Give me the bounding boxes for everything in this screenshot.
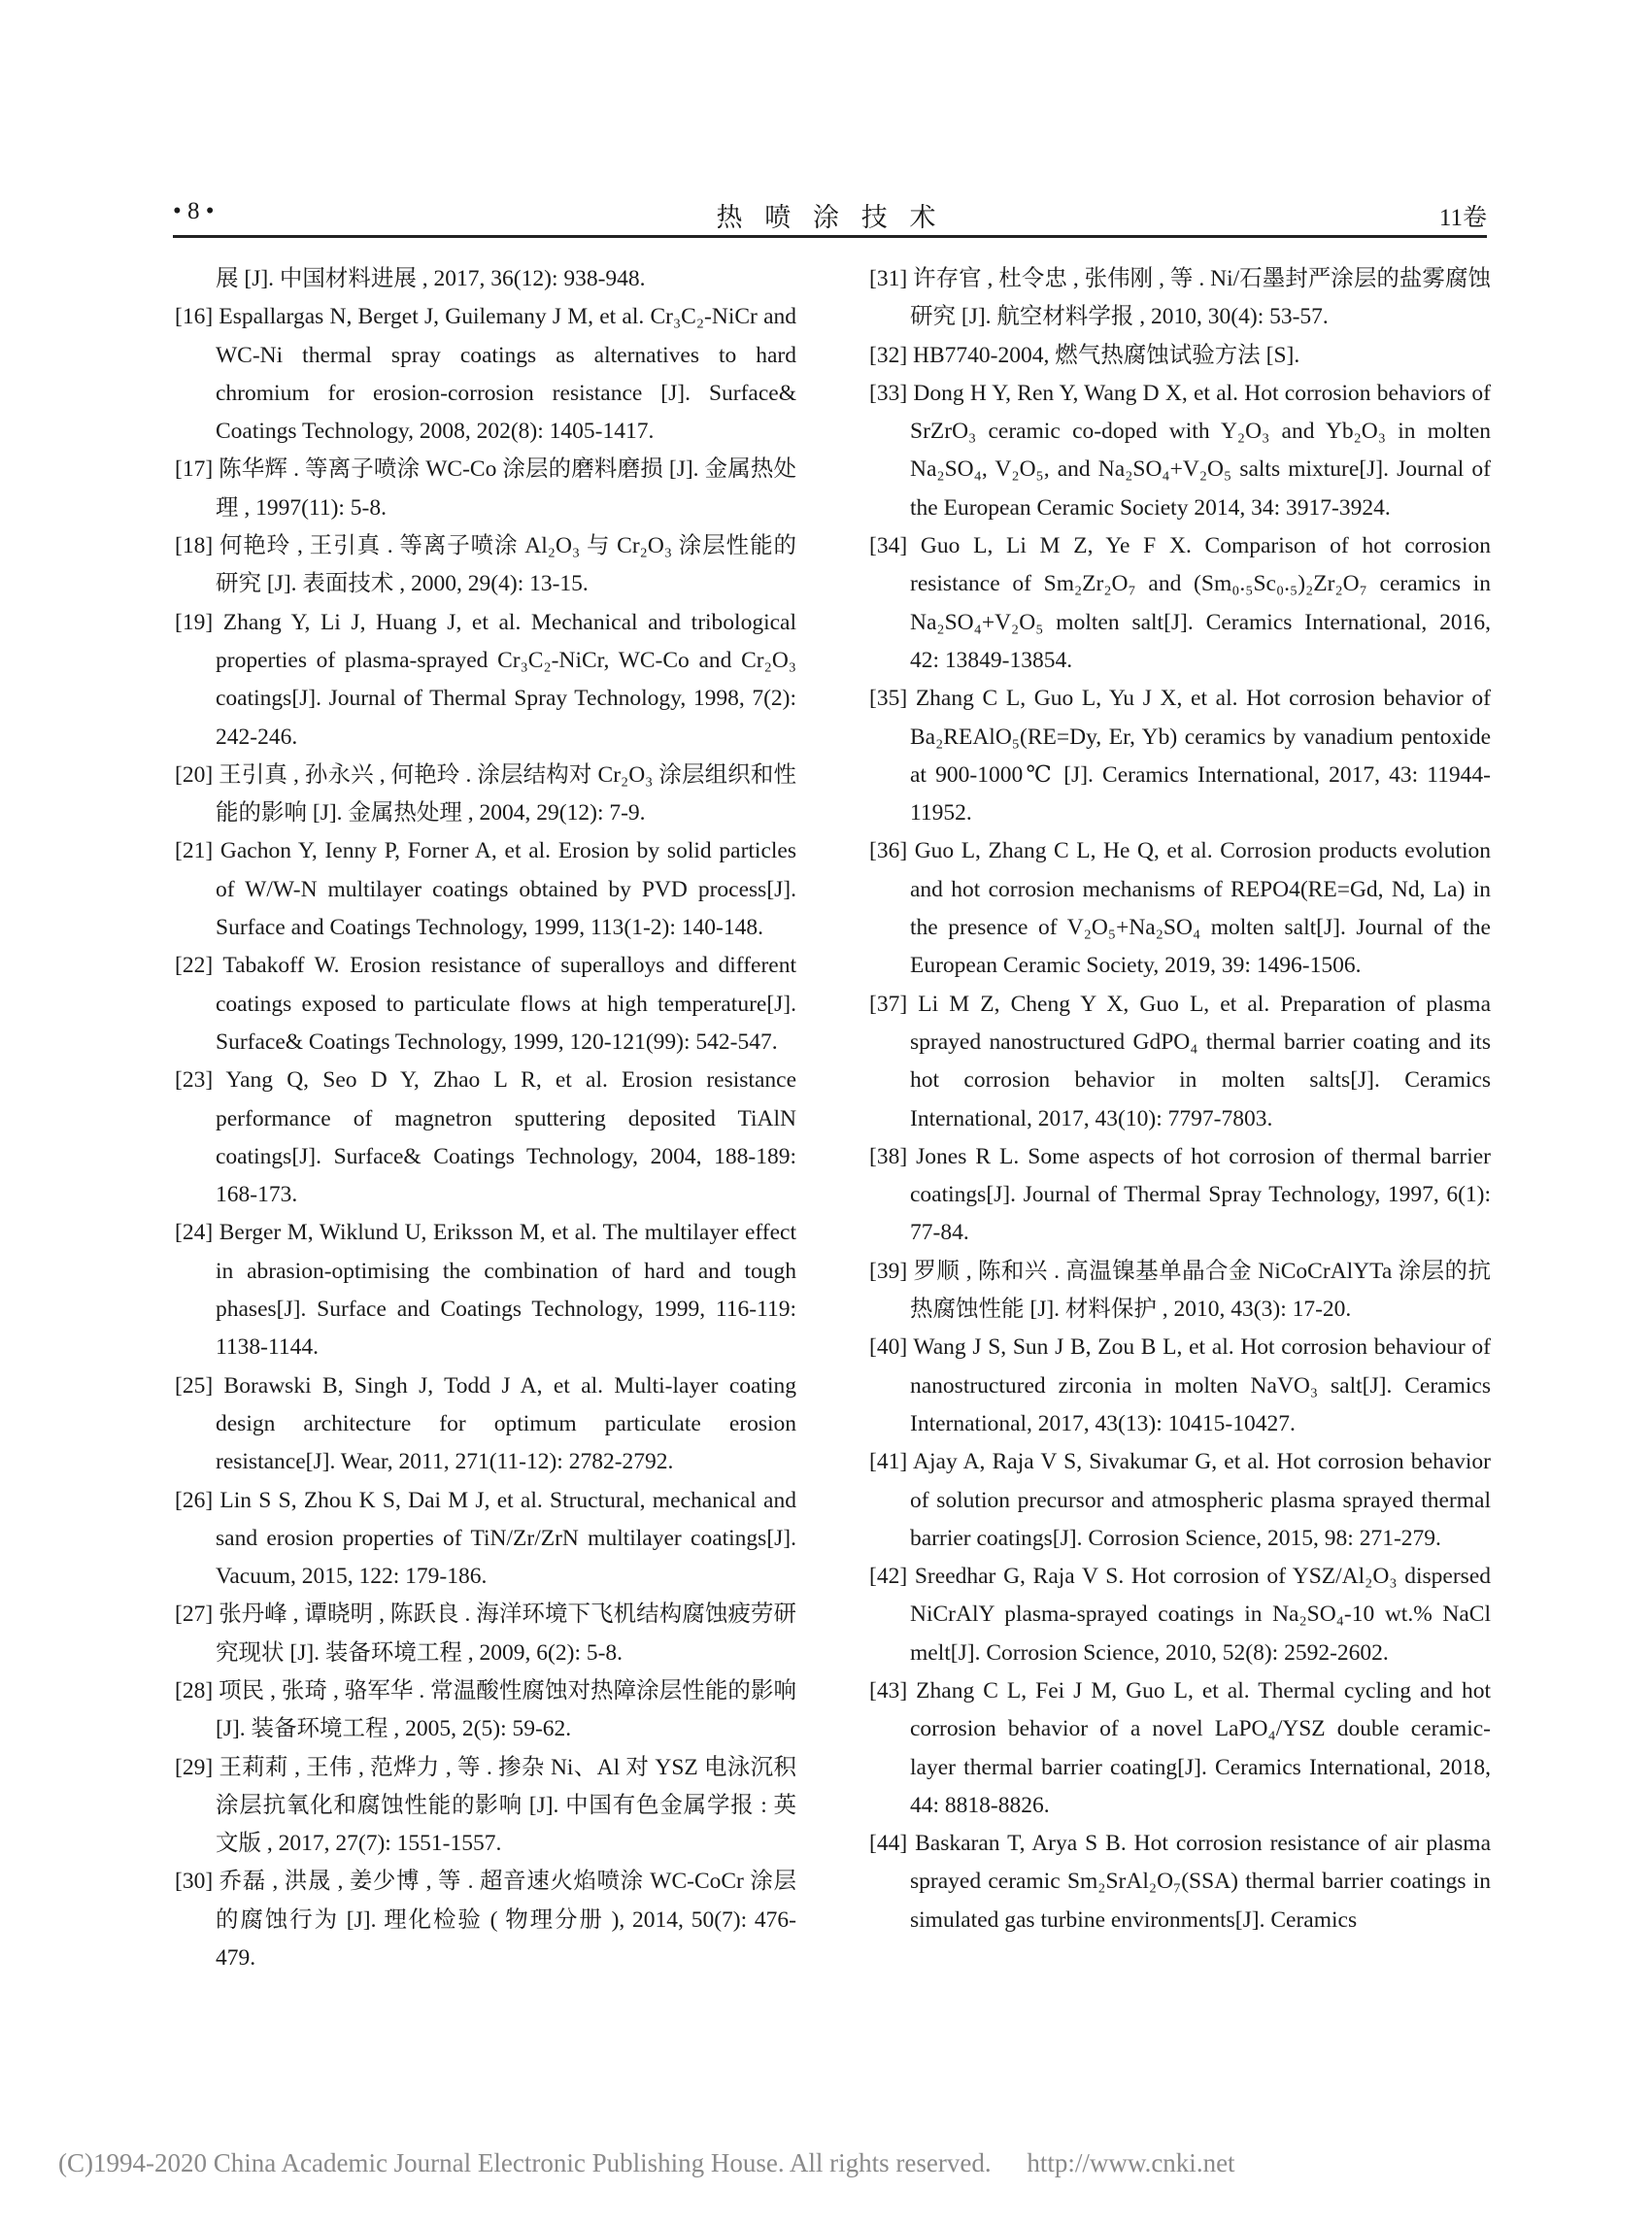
reference-entry: [17] 陈华辉 . 等离子喷涂 WC-Co 涂层的磨料磨损 [J]. 金属热处理 , 1997(11): 5-8. (175, 456, 796, 521)
reference-entry: [43] Zhang C L, Fei J M, Guo L, et al. Thermal cycling and hot corrosion behavior of a novel LaPO₄/YSZ double ceramic-layer thermal barrier coating[J]. Ceramics International, 2018, 44: 8818-8826. (869, 1677, 1491, 1818)
reference-entry: [22] Tabakoff W. Erosion resistance of superalloys and different coatings exposed to particulate flows at high temperature[J]. Surface& Coatings Technology, 1999, 120-121(99): 542-547. (175, 953, 796, 1055)
reference-entry: [18] 何艳玲 , 王引真 . 等离子喷涂 Al₂O₃ 与 Cr₂O₃ 涂层性能的研究 [J]. 表面技术 , 2000, 29(4): 13-15. (175, 533, 796, 597)
reference-entry: [40] Wang J S, Sun J B, Zou B L, et al. Hot corrosion behaviour of nanostructured zirconia in molten NaVO₃ salt[J]. Ceramics International, 2017, 43(13): 10415-10427. (869, 1334, 1491, 1436)
reference-entry: [33] Dong H Y, Ren Y, Wang D X, et al. Hot corrosion behaviors of SrZrO₃ ceramic co-doped with Y₂O₃ and Yb₂O₃ in molten Na₂SO₄, V₂O₅, and Na₂SO₄+V₂O₅ salts mixture[J]. Journal of the European Ceramic Society 2014, 34: 3917-3924. (869, 380, 1491, 521)
reference-entry: [23] Yang Q, Seo D Y, Zhao L R, et al. Erosion resistance performance of magnetron sputtering deposited TiAlN coatings[J]. Surface& Coatings Technology, 2004, 188-189: 168-173. (175, 1067, 796, 1208)
volume-label: 11卷 (1438, 205, 1487, 231)
journal-title: 热 喷 涂 技 术 (716, 203, 944, 232)
reference-entry: [24] Berger M, Wiklund U, Eriksson M, et al. The multilayer effect in abrasion-optimising the combination of hard and tough phases[J]. Surface and Coatings Technology, 1999, 116-119: 1138-1144. (175, 1220, 796, 1361)
reference-entry: [37] Li M Z, Cheng Y X, Guo L, et al. Preparation of plasma sprayed nanostructured GdPO₄ thermal barrier coating and its hot corrosion behavior in molten salts[J]. Ceramics International, 2017, 43(10): 7797-7803. (869, 991, 1491, 1131)
reference-entry: [39] 罗顺 , 陈和兴 . 高温镍基单晶合金 NiCoCrAlYTa 涂层的抗热腐蚀性能 [J]. 材料保护 , 2010, 43(3): 17-20. (869, 1258, 1491, 1323)
copyright-notice: (C)1994-2020 China Academic Journal Electronic Publishing House. All rights reserved. (58, 2148, 992, 2177)
references-right-column (869, 260, 1491, 1939)
reference-entry: [29] 王莉莉 , 王伟 , 范烨力 , 等 . 掺杂 Ni、Al 对 YSZ 电泳沉积涂层抗氧化和腐蚀性能的影响 [J]. 中国有色金属学报 : 英文版 , 2017, 27(7): 1551-1557. (175, 1754, 796, 1857)
reference-entry: [35] Zhang C L, Guo L, Yu J X, et al. Hot corrosion behavior of Ba₂REAlO₅(RE=Dy, Er, Yb) ceramics by vanadium pentoxide at 900-1000℃ [J]. Ceramics International, 2017, 43: 11944-11952. (869, 686, 1491, 826)
reference-entry: [34] Guo L, Li M Z, Ye F X. Comparison of hot corrosion resistance of Sm₂Zr₂O₇ and (Sm₀.₅Sc₀.₅)₂Zr₂O₇ ceramics in Na₂SO₄+V₂O₅ molten salt[J]. Ceramics International, 2016, 42: 13849-13854. (869, 533, 1491, 673)
references-left-column (175, 260, 796, 1977)
reference-entry: [31] 许存官 , 杜令忠 , 张伟刚 , 等 . Ni/石墨封严涂层的盐雾腐蚀研究 [J]. 航空材料学报 , 2010, 30(4): 53-57. (869, 266, 1491, 330)
reference-entry: [44] Baskaran T, Arya S B. Hot corrosion resistance of air plasma sprayed ceramic Sm₂SrAl₂O₇(SSA) thermal barrier coatings in simulated gas turbine environments[J]. Ceramics (869, 1831, 1491, 1933)
reference-entry: [42] Sreedhar G, Raja V S. Hot corrosion of YSZ/Al₂O₃ dispersed NiCrAlY plasma-sprayed coatings in Na₂SO₄-10 wt.% NaCl melt[J]. Corrosion Science, 2010, 52(8): 2592-2602. (869, 1564, 1491, 1666)
footer-link[interactable]: http://www.cnki.net (1027, 2148, 1235, 2177)
page-header (173, 190, 1487, 238)
reference-entry: [27] 张丹峰 , 谭晓明 , 陈跃良 . 海洋环境下飞机结构腐蚀疲劳研究现状 [J]. 装备环境工程 , 2009, 6(2): 5-8. (175, 1602, 796, 1666)
reference-entry: [38] Jones R L. Some aspects of hot corrosion of thermal barrier coatings[J]. Journal of Thermal Spray Technology, 1997, 6(1): 77-84. (869, 1143, 1491, 1246)
reference-entry: [16] Espallargas N, Berget J, Guilemany J M, et al. Cr₃C₂-NiCr and WC-Ni thermal spray coatings as alternatives to hard chromium for erosion-corrosion resistance [J]. Surface& Coatings Technology, 2008, 202(8): 1405-1417. (175, 304, 796, 445)
reference-entry: [21] Gachon Y, Ienny P, Forner A, et al. Erosion by solid particles of W/W-N multilayer coatings obtained by PVD process[J]. Surface and Coatings Technology, 1999, 113(1-2): 140-148. (175, 838, 796, 941)
reference-entry: [36] Guo L, Zhang C L, He Q, et al. Corrosion products evolution and hot corrosion mechanisms of REPO4(RE=Gd, Nd, La) in the presence of V₂O₅+Na₂SO₄ molten salt[J]. Journal of the European Ceramic Society, 2019, 39: 1496-1506. (869, 838, 1491, 979)
reference-entry: [32] HB7740-2004, 燃气热腐蚀试验方法 [S]. (869, 342, 1300, 368)
copyright-footer (58, 2148, 1594, 2178)
reference-entry: [19] Zhang Y, Li J, Huang J, et al. Mechanical and tribological properties of plasma-sprayed Cr₃C₂-NiCr, WC-Co and Cr₂O₃ coatings[J]. Journal of Thermal Spray Technology, 1998, 7(2): 242-246. (175, 609, 796, 750)
reference-entry: [28] 项民 , 张琦 , 骆军华 . 常温酸性腐蚀对热障涂层性能的影响 [J]. 装备环境工程 , 2005, 2(5): 59-62. (175, 1677, 796, 1742)
reference-entry: 展 [J]. 中国材料进展 , 2017, 36(12): 938-948. (216, 266, 646, 291)
reference-entry: [26] Lin S S, Zhou K S, Dai M J, et al. Structural, mechanical and sand erosion properties of TiN/Zr/ZrN multilayer coatings[J]. Vacuum, 2015, 122: 179-186. (175, 1487, 796, 1590)
page-number: • 8 • (173, 198, 215, 224)
reference-entry: [20] 王引真 , 孙永兴 , 何艳玲 . 涂层结构对 Cr₂O₃ 涂层组织和性能的影响 [J]. 金属热处理 , 2004, 29(12): 7-9. (175, 761, 796, 826)
reference-entry: [25] Borawski B, Singh J, Todd J A, et al. Multi-layer coating design architecture for optimum particulate erosion resistance[J]. Wear, 2011, 271(11-12): 2782-2792. (175, 1372, 796, 1475)
reference-entry: [30] 乔磊 , 洪晟 , 姜少博 , 等 . 超音速火焰喷涂 WC-CoCr 涂层的腐蚀行为 [J]. 理化检验 ( 物理分册 ), 2014, 50(7): 476-479. (175, 1869, 796, 1972)
reference-entry: [41] Ajay A, Raja V S, Sivakumar G, et al. Hot corrosion behavior of solution precursor and atmospheric plasma sprayed thermal barrier coatings[J]. Corrosion Science, 2015, 98: 271-279. (869, 1449, 1491, 1551)
